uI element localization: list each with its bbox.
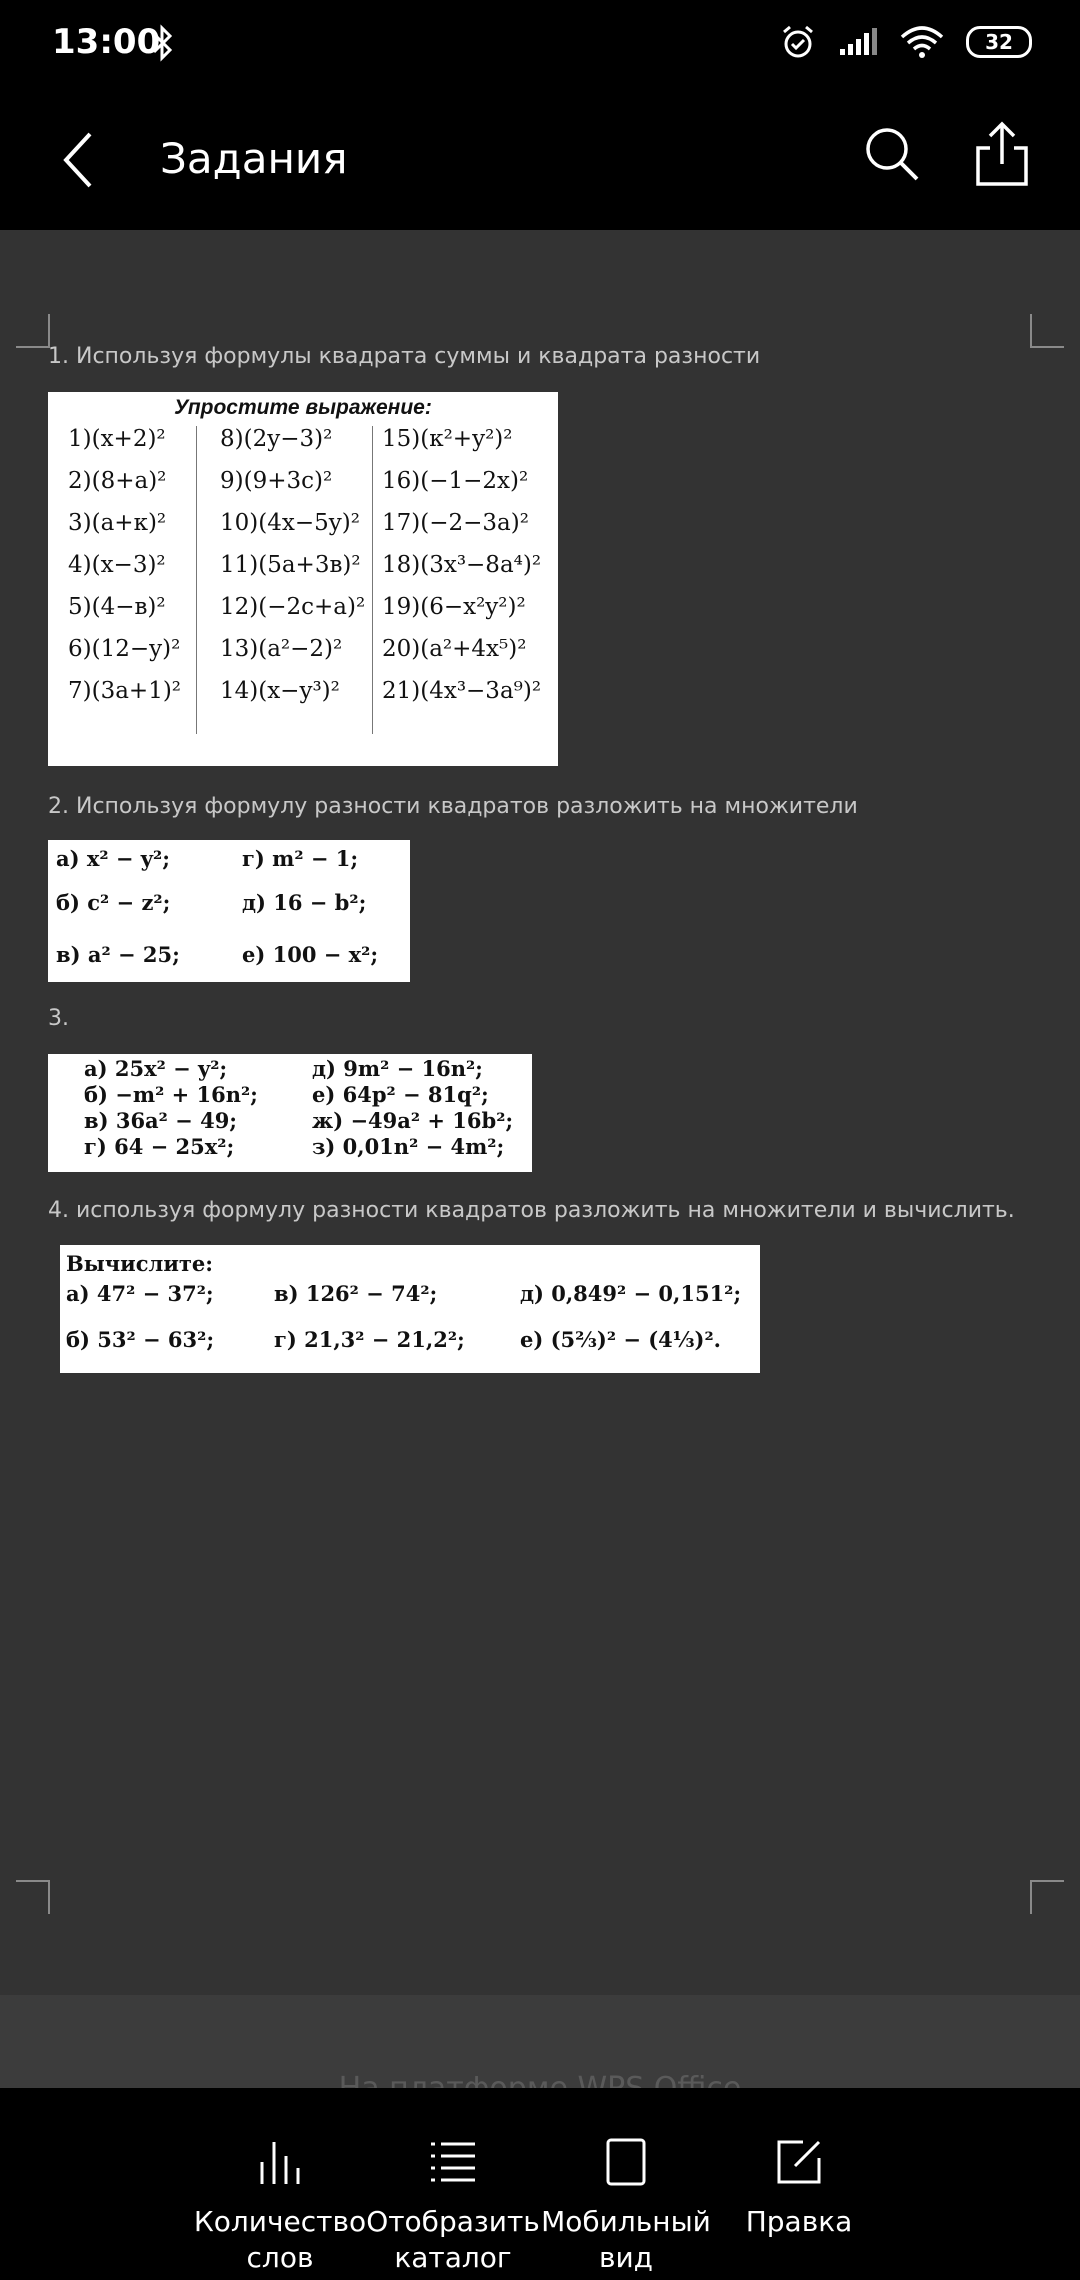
task1-image bbox=[48, 392, 558, 766]
bluetooth-icon bbox=[152, 24, 174, 62]
page-corner-mark bbox=[1030, 314, 1064, 348]
task1-column-1: 1)(x+2)² 2)(8+a)² 3)(a+к)² 4)(x−3)² 5)(4−в)² 6)(12−y)² 7)(3a+1)² bbox=[68, 426, 182, 704]
edit-button[interactable] bbox=[712, 2088, 886, 2280]
share-icon[interactable] bbox=[974, 120, 1030, 188]
task4-image-title: Вычислите: bbox=[66, 1251, 214, 1276]
bottom-toolbar bbox=[0, 2088, 1080, 2280]
task4-heading: 4. используя формулу разности квадратов разложить на множители и вычислить. bbox=[48, 1198, 1015, 1223]
signal-icon bbox=[838, 27, 878, 57]
task3-heading: 3. bbox=[48, 1006, 69, 1031]
catalog-label: Отобразить каталог bbox=[366, 2205, 540, 2274]
page-corner-mark bbox=[16, 314, 50, 348]
search-icon[interactable] bbox=[862, 124, 922, 184]
battery-indicator: 32 bbox=[966, 26, 1032, 58]
edit-icon bbox=[775, 2138, 823, 2186]
task2-image: а) x² − y²; г) m² − 1; б) c² − z²; д) 16 − b²; в) a² − 25; е) 100 − x²; bbox=[48, 840, 410, 982]
back-button[interactable] bbox=[58, 128, 102, 192]
watermark-band bbox=[0, 1995, 1080, 2088]
list-icon bbox=[429, 2138, 477, 2186]
document-page[interactable] bbox=[0, 230, 1080, 1995]
page-corner-mark bbox=[1030, 1880, 1064, 1914]
task4-image: Вычислите: а) 47² − 37²; в) 126² − 74²; д) 0,849² − 0,151²; б) 53² − 63²; г) 21,3² − 21,2²; е) (5⅔)² − (4⅓)². bbox=[60, 1245, 760, 1373]
page-title: Задания bbox=[160, 134, 348, 183]
task3-image: а) 25x² − y²; д) 9m² − 16n²; б) −m² + 16n²; е) 64p² − 81q²; в) 36a² − 49; ж) −49a² + 16b²; г) 64 − 25x²; з) 0,01n² − 4m²; bbox=[48, 1054, 532, 1172]
status-time: 13:00 bbox=[52, 22, 161, 62]
task2-heading: 2. Используя формулу разности квадратов разложить на множители bbox=[48, 794, 858, 819]
task1-image-title: Упростите выражение: bbox=[174, 396, 432, 419]
word-count-label: Количество слов bbox=[193, 2205, 367, 2274]
mobile-view-button[interactable] bbox=[539, 2088, 713, 2280]
wifi-icon bbox=[900, 25, 944, 59]
word-count-button[interactable] bbox=[193, 2088, 367, 2280]
mobile-view-label: Мобильный вид bbox=[541, 2205, 711, 2274]
task1-column-3: 15)(к²+y²)² 16)(−1−2x)² 17)(−2−3a)² 18)(3x³−8a⁴)² 19)(6−x²y²)² 20)(a²+4x⁵)² 21)(4x³−3a⁹)² bbox=[382, 426, 542, 704]
alarm-icon bbox=[780, 24, 816, 60]
task1-heading: 1. Используя формулы квадрата суммы и квадрата разности bbox=[48, 344, 761, 369]
edit-label: Правка bbox=[745, 2205, 853, 2238]
bar-chart-icon bbox=[256, 2138, 304, 2186]
task1-column-2: 8)(2y−3)² 9)(9+3c)² 10)(4x−5y)² 11)(5a+3в)² 12)(−2c+a)² 13)(a²−2)² 14)(x−y³)² bbox=[220, 426, 366, 704]
mobile-view-icon bbox=[602, 2138, 650, 2186]
catalog-button[interactable] bbox=[366, 2088, 540, 2280]
app-bar bbox=[0, 90, 1080, 230]
page-corner-mark bbox=[16, 1880, 50, 1914]
status-bar bbox=[0, 0, 1080, 90]
